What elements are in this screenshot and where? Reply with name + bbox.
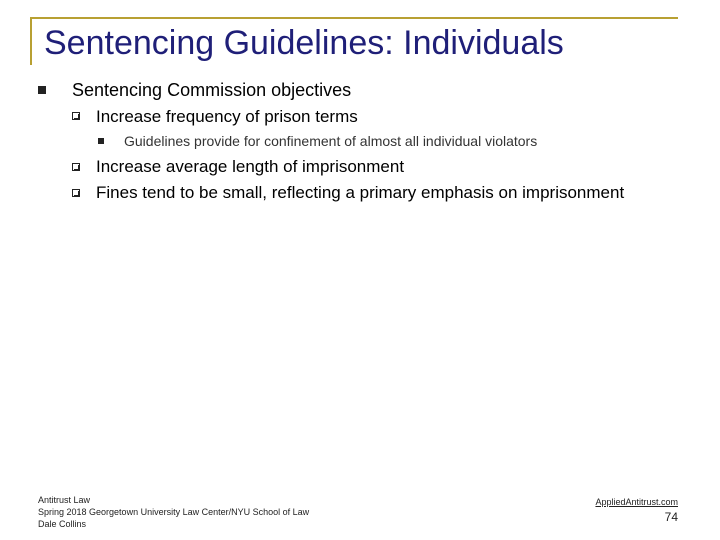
footer-term: Spring 2018 Georgetown University Law Center/NYU School of Law (38, 507, 310, 517)
footer-website-link[interactable]: AppliedAntitrust.com (595, 497, 678, 507)
bullet-increase-length: Increase average length of imprisonment (96, 157, 405, 176)
footer-course: Antitrust Law (38, 495, 91, 505)
box-bullet-icon (72, 112, 80, 120)
bullet-increase-frequency: Increase frequency of prison terms (96, 107, 358, 126)
square-bullet-icon (38, 86, 46, 94)
footer-info (38, 494, 309, 530)
page-number: 74 (664, 510, 678, 524)
bullet-fines-small: Fines tend to be small, reflecting a primary emphasis on imprisonment (96, 183, 625, 202)
bullet-sentencing-objectives: Sentencing Commission objectives (72, 80, 352, 100)
left-rule (30, 17, 32, 65)
footer-author: Dale Collins (38, 519, 87, 529)
top-rule (30, 17, 678, 19)
small-square-bullet-icon (98, 138, 104, 144)
box-bullet-icon (72, 163, 80, 171)
slide-title: Sentencing Guidelines: Individuals (44, 24, 564, 62)
bullet-guidelines-confinement: Guidelines provide for confinement of almost all individual violators (124, 133, 538, 149)
box-bullet-icon (72, 189, 80, 197)
